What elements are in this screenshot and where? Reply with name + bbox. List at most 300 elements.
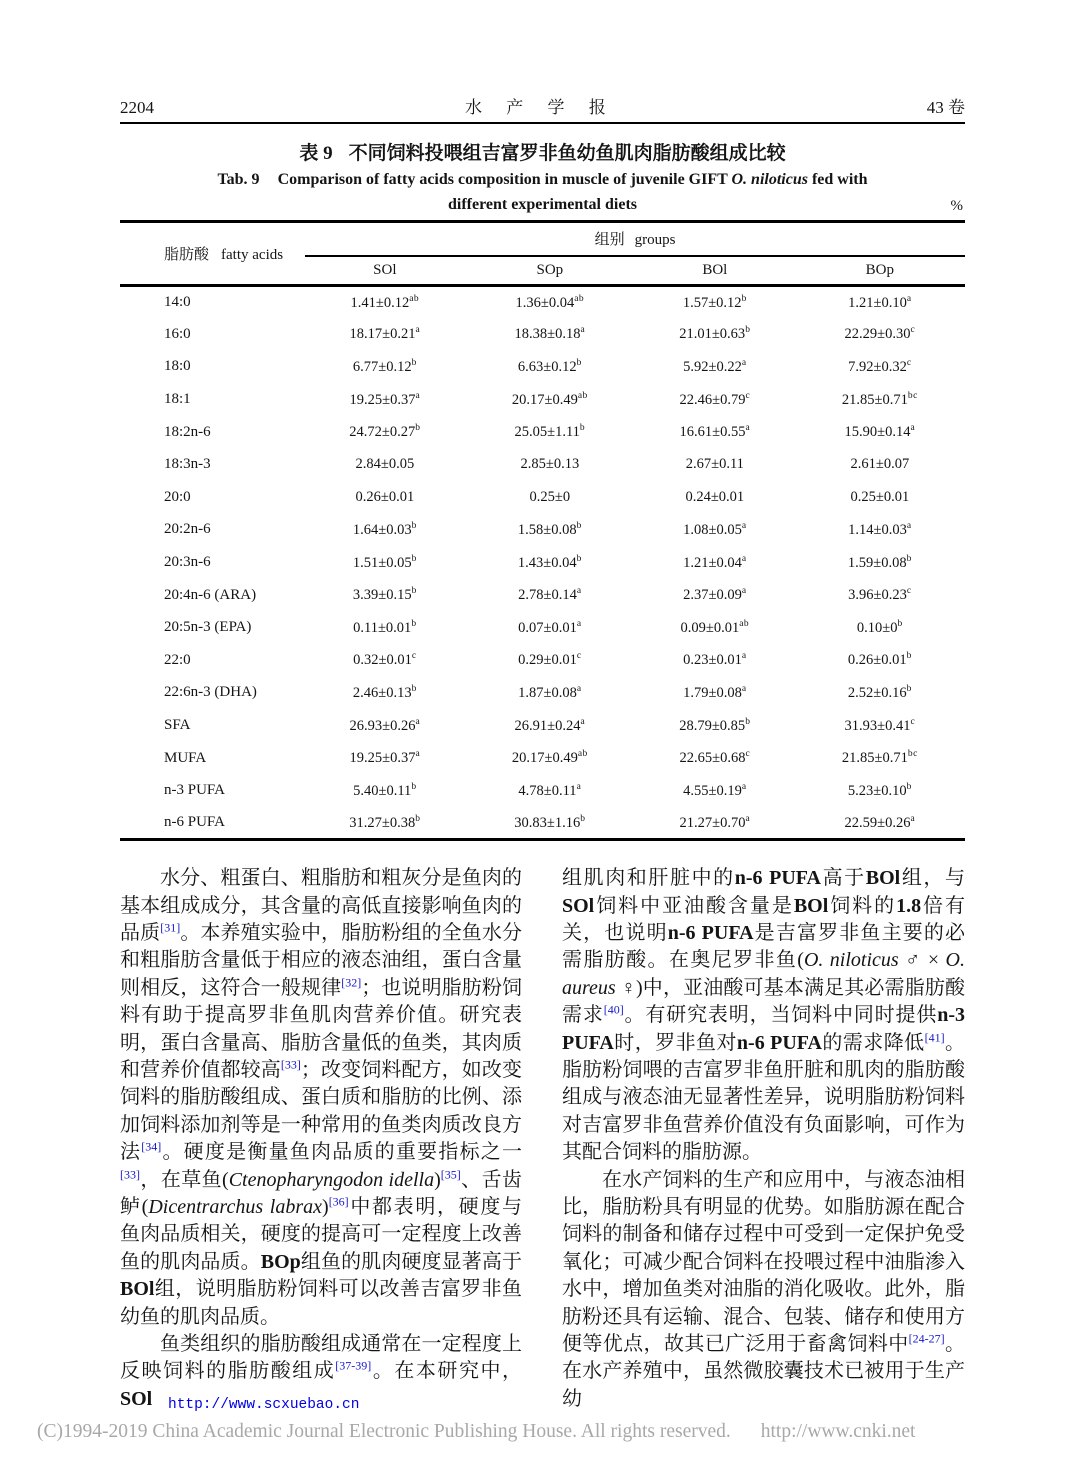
mean-sd-value: 0.11±0.01 [353,619,412,636]
table-row [120,774,965,807]
value-cell [465,318,635,351]
significance-superscript: b [745,325,751,336]
mean-sd-value: 0.25±0.01 [850,488,910,505]
significance-superscript: a [415,325,421,336]
citation-ref: [40] [603,1002,624,1017]
table-row [120,579,965,612]
value-cell [635,286,795,319]
value-cell [465,286,635,319]
significance-superscript: a [741,781,747,792]
fatty-acid-cell: 16:0 [164,325,191,342]
table-row [120,416,965,449]
text-run: 。在水产养殖中，虽然微胶囊技术已被用于生产幼 [562,1333,966,1410]
significance-superscript: a [910,813,916,824]
group-term: n-6 PUFA [667,921,754,944]
fatty-acid-cell: MUFA [164,749,207,766]
cnki-link: http://www.cnki.net [760,1421,916,1442]
mean-sd-value: 4.55±0.19 [683,782,742,799]
group-title-row [120,222,965,256]
significance-superscript: b [576,521,582,532]
significance-superscript: b [411,358,417,369]
value-cell [465,481,635,514]
table-row [120,383,965,416]
significance-superscript: c [411,651,417,662]
value-cell [305,286,465,319]
mean-sd-value: 20.17±0.49 [511,750,578,767]
mean-sd-value: 2.46±0.13 [352,684,412,701]
value-cell [305,383,465,416]
paragraph [562,865,965,1166]
significance-superscript: b [411,618,417,629]
text-run: 的需求降低 [821,1031,925,1054]
value-cell [465,448,635,481]
mean-sd-value: 18.38±0.18 [514,326,581,343]
value-cell [635,416,795,449]
mean-sd-value: 7.92±0.32 [848,358,907,375]
significance-superscript: c [745,749,751,760]
significance-superscript: b [576,553,582,564]
groups-header [305,222,965,256]
fatty-acid-header-en: fatty acids [221,247,284,263]
significance-superscript: b [576,358,582,369]
group-term: BOl [120,1278,155,1301]
value-cell [465,579,635,612]
mean-sd-value: 28.79±0.85 [679,717,746,734]
fatty-acid-cell: n-6 PUFA [164,814,225,831]
species-name: Ctenopharyngodon idella [228,1168,435,1191]
significance-superscript: a [415,390,421,401]
fatty-acid-cell: 18:2n-6 [164,423,211,440]
mean-sd-value: 22.65±0.68 [679,750,746,767]
copyright-text: (C)1994-2019 China Academic Journal Electronic Publishing House. All rights reserved. [37,1421,731,1442]
mean-sd-value: 2.37±0.09 [683,587,742,604]
value-cell [635,448,795,481]
mean-sd-value: 3.96±0.23 [848,587,907,604]
mean-sd-value: 2.85±0.13 [520,456,580,473]
groups-header-zh: 组别 [594,232,625,249]
mean-sd-value: 0.29±0.01 [518,652,577,669]
value-cell [465,611,635,644]
mean-sd-value: 0.25±0 [529,488,571,505]
mean-sd-value: 1.57±0.12 [682,294,742,311]
text-run: 组，与 [900,867,966,890]
text-run: 组肌肉和肝脏中的 [562,867,735,890]
significance-superscript: b [897,618,903,629]
fatty-acid-cell: 20:0 [164,488,191,505]
mean-sd-value: 20.17±0.49 [511,391,578,408]
value-cell [635,774,795,807]
citation-ref: [35] [440,1166,461,1181]
citation-ref: [33] [280,1057,301,1072]
table-caption-en [120,171,965,189]
citation-ref: [31] [160,920,181,935]
text-run: 倍有关，也说明 [562,894,966,944]
table-row [120,514,965,547]
mean-sd-value: 24.72±0.27 [349,424,416,441]
value-cell [795,383,965,416]
mean-sd-value: 18.17±0.21 [349,326,416,343]
fatty-acid-cell: SFA [164,717,191,734]
significance-superscript: b [411,521,417,532]
value-cell [795,677,965,710]
mean-sd-value: 16.61±0.55 [679,424,746,441]
fatty-acid-cell: 20:4n-6 (ARA) [164,586,257,603]
text-run: 组，说明脂肪粉饲料可以改善吉富罗非鱼幼鱼的肌肉品质。 [120,1278,522,1328]
table-caption-en-label: Tab. 9 [217,171,260,188]
page-number: 2204 [120,98,154,117]
mean-sd-value: 1.79±0.08 [683,684,742,701]
value-cell [795,286,965,319]
citation-ref: [24-27] [908,1331,945,1346]
text-run: 饲料中亚油酸含量是 [594,894,794,917]
fatty-acid-cell: 20:5n-3 (EPA) [164,619,252,636]
significance-superscript: a [576,781,582,792]
volume-number: 43 卷 [926,98,965,117]
value-cell [795,481,965,514]
significance-superscript: b [906,553,912,564]
table-caption-zh [120,138,965,165]
value-cell [465,416,635,449]
fatty-acid-cell: 20:2n-6 [164,521,211,538]
significance-superscript: a [745,423,751,434]
significance-superscript: ab [577,749,588,760]
citation-ref: [36] [328,1194,349,1209]
table-caption-en-line2 [120,196,965,214]
citation-ref: [41] [924,1029,945,1044]
value-cell [635,611,795,644]
value-cell [795,611,965,644]
mean-sd-value: 2.52±0.16 [847,684,907,701]
text-run: 是吉富罗非鱼主要的必需脂肪酸。在奥尼罗非鱼( [562,921,966,972]
significance-superscript: c [910,325,916,336]
group-term: 1.8 [896,894,922,917]
mean-sd-value: 19.25±0.37 [349,391,416,408]
significance-superscript: b [415,813,421,824]
value-cell [795,546,965,579]
value-cell [635,383,795,416]
text-run: ；改变饲料配方，如改变饲料的脂肪酸组成、蛋白质和脂肪的比例、添加饲料添加剂等是一种常用的鱼类肉质改良方法 [120,1058,523,1164]
value-cell [795,742,965,775]
fatty-acid-cell: 22:0 [164,651,191,668]
copyright-watermark [37,1421,915,1443]
species-name: O. aureus [562,949,965,999]
mean-sd-value: 25.05±1.11 [514,424,580,441]
mean-sd-value: 1.51±0.05 [352,554,412,571]
mean-sd-value: 0.23±0.01 [683,652,742,669]
fatty-acid-cell: 18:3n-3 [164,456,211,473]
mean-sd-value: 1.08±0.05 [683,521,742,538]
table-row [120,546,965,579]
value-cell [795,416,965,449]
table-row [120,677,965,710]
mean-sd-value: 5.23±0.10 [847,782,907,799]
fatty-acid-column-header [120,222,305,286]
text-run: 在水产饲料的生产和应用中，与液态油相比，脂肪粉具有明显的优势。如脂肪源在配合饲料的制备和储存过程中可受到一定保护免受氧化；可减少配合饲料在投喂过程中油脂渗入水中，增加鱼类对油脂的消化吸收。此外，脂肪粉还具有运输、混合、包装、储存和使用方便等优点，故其已广泛用于畜禽饲料中 [562,1168,965,1355]
mean-sd-value: 5.40±0.11 [353,782,412,799]
citation-ref: [34] [141,1139,162,1154]
mean-sd-value: 2.67±0.11 [685,456,744,473]
group-term: SOl [562,894,595,917]
value-cell [635,677,795,710]
significance-superscript: a [906,293,912,304]
text-run: 中都表明，硬度与鱼肉品质相关，硬度的提高可一定程度上改善鱼的肌肉品质。 [120,1195,522,1273]
significance-superscript: c [906,358,912,369]
mean-sd-value: 0.09±0.01 [680,619,740,636]
value-cell [635,644,795,677]
significance-superscript: b [745,716,751,727]
value-cell [635,481,795,514]
value-cell [795,514,965,547]
significance-superscript: b [906,781,912,792]
text-run: ♂ × [898,949,946,972]
group-term: BOp [260,1250,301,1273]
table-caption-zh-label: 表 9 [299,143,333,164]
journal-title: 水 产 学 报 [465,98,616,117]
significance-superscript: c [745,390,751,401]
group-column-header: SOp [465,256,635,286]
significance-superscript: b [580,813,586,824]
text-run: ) [322,1195,329,1218]
value-cell [635,351,795,384]
text-run: ；也说明脂肪粉饲料有助于提高罗非鱼肌肉营养价值。研究表明，蛋白含量高、脂肪含量低的鱼类，其肉质和营养价值都较高 [120,976,523,1081]
value-cell [465,709,635,742]
value-cell [635,709,795,742]
value-cell [635,579,795,612]
table-row [120,709,965,742]
table-row [120,644,965,677]
mean-sd-value: 1.21±0.04 [683,554,742,571]
significance-superscript: a [576,586,582,597]
citation-ref: [33] [120,1166,140,1181]
text-run: ) [434,1168,441,1191]
body-column-left [120,865,522,1413]
significance-superscript: b [906,651,912,662]
mean-sd-value: 0.32±0.01 [353,652,412,669]
text-run: 高于 [820,867,866,890]
mean-sd-value: 1.59±0.08 [847,554,907,571]
value-cell [465,383,635,416]
unit-label: % [950,198,963,214]
group-term: BOl [793,894,829,917]
table-row [120,807,965,840]
significance-superscript: a [741,586,747,597]
group-column-header: SOl [305,256,465,286]
running-head [120,90,965,124]
body-text [120,865,965,1413]
value-cell [305,709,465,742]
mean-sd-value: 22.59±0.26 [844,814,911,831]
value-cell [635,742,795,775]
mean-sd-value: 21.27±0.70 [679,814,746,831]
significance-superscript: b [741,293,747,304]
mean-sd-value: 21.01±0.63 [679,326,746,343]
significance-superscript: b [579,423,586,434]
significance-superscript: a [910,423,916,434]
group-term: n-6 PUFA [736,1031,822,1054]
paragraph [120,865,522,1331]
value-cell [795,579,965,612]
citation-ref: [32] [341,975,362,990]
significance-superscript: a [741,651,747,662]
significance-superscript: a [906,521,912,532]
table-row [120,611,965,644]
journal-website-link[interactable]: http://www.scxuebao.cn [168,1397,360,1413]
mean-sd-value: 3.39±0.15 [352,587,412,604]
significance-superscript: ab [409,293,420,304]
text-run: 饲料的 [828,894,897,917]
significance-superscript: c [906,586,912,597]
significance-superscript: a [580,325,586,336]
fatty-acid-cell: 18:0 [164,358,191,375]
mean-sd-value: 21.85±0.71 [841,391,908,408]
value-cell [795,807,965,840]
significance-superscript: a [576,618,582,629]
value-cell [305,677,465,710]
significance-superscript: ab [574,293,585,304]
text-run: 。硬度是衡量鱼肉品质的重要指标之一 [161,1141,523,1164]
significance-superscript: a [741,521,747,532]
mean-sd-value: 19.25±0.37 [349,750,416,767]
mean-sd-value: 2.61±0.07 [850,456,910,473]
value-cell [305,742,465,775]
text-run: 组鱼的肌肉硬度显著高于 [300,1250,522,1273]
mean-sd-value: 5.92±0.22 [683,358,742,375]
value-cell [305,774,465,807]
mean-sd-value: 0.10±0 [856,619,898,636]
value-cell [795,318,965,351]
mean-sd-value: 1.87±0.08 [518,684,577,701]
mean-sd-value: 0.26±0.01 [355,488,415,505]
value-cell [795,644,965,677]
table-caption-zh-text: 不同饲料投喂组吉富罗非鱼幼鱼肌肉脂肪酸组成比较 [348,143,786,164]
value-cell [465,807,635,840]
fatty-acid-cell: n-3 PUFA [164,782,225,799]
value-cell [795,709,965,742]
significance-superscript: a [741,684,747,694]
mean-sd-value: 6.63±0.12 [517,358,577,375]
mean-sd-value: 0.24±0.01 [685,488,745,505]
group-term: n-6 PUFA [734,867,821,890]
value-cell [305,514,465,547]
mean-sd-value: 26.93±0.26 [349,717,416,734]
value-cell [465,644,635,677]
text-run: 鱼类组织的脂肪酸组成通常在一定程度上反映饲料的脂肪酸组成 [120,1333,522,1383]
value-cell [635,318,795,351]
value-cell [635,807,795,840]
significance-superscript: b [415,423,421,434]
fatty-acid-cell: 22:6n-3 (DHA) [164,684,257,701]
fatty-acid-table [120,220,965,841]
group-column-header: BOl [635,256,795,286]
value-cell [305,579,465,612]
group-term: BOl [865,867,901,890]
text-run: 。在本研究中， [371,1360,523,1383]
significance-superscript: bc [907,390,918,401]
value-cell [465,774,635,807]
text-run: ，在草鱼( [140,1168,229,1191]
group-term: n-3 PUFA [562,1004,966,1054]
fatty-acid-header-zh: 脂肪酸 [164,247,210,263]
mean-sd-value: 31.93±0.41 [844,717,911,734]
value-cell [305,318,465,351]
significance-superscript: a [415,749,421,760]
mean-sd-value: 15.90±0.14 [844,424,911,441]
significance-superscript: a [580,716,586,727]
mean-sd-value: 2.84±0.05 [355,456,415,473]
fatty-acid-cell: 14:0 [164,294,191,311]
table-caption-en-suffix: fed with [807,171,868,188]
body-column-right [562,865,965,1413]
text-run: ♀)中，亚油酸可基本满足其必需脂肪酸需求 [562,976,965,1027]
value-cell [635,546,795,579]
text-run: 。有研究表明，当饲料中同时提供 [623,1004,938,1027]
mean-sd-value: 1.64±0.03 [352,521,412,538]
text-run: 。本养殖实验中，脂肪粉组的全鱼水分和粗脂肪含量低于相应的液态油组，蛋白含量则相反，这符合一般规律 [120,921,523,999]
species-name: O. niloticus [803,949,899,972]
value-cell [305,351,465,384]
fatty-acid-cell: 20:3n-6 [164,554,211,571]
citation-ref: [37-39] [335,1358,372,1373]
significance-superscript: b [411,553,417,564]
significance-superscript: b [411,684,417,694]
group-column-header: BOp [795,256,965,286]
table-row [120,351,965,384]
value-cell [305,416,465,449]
significance-superscript: ab [577,390,588,401]
significance-superscript: ab [739,618,750,629]
table-row [120,448,965,481]
value-cell [465,742,635,775]
value-cell [465,514,635,547]
mean-sd-value: 6.77±0.12 [352,358,412,375]
significance-superscript: bc [907,749,918,760]
value-cell [305,644,465,677]
species-name: O. niloticus [731,171,808,188]
value-cell [465,546,635,579]
significance-superscript: c [576,651,582,662]
mean-sd-value: 22.46±0.79 [679,391,746,408]
groups-header-en: groups [634,232,676,249]
species-name: Dicentrarchus labrax [148,1195,323,1218]
group-term: SOl [120,1387,153,1410]
significance-superscript: b [411,586,417,597]
paragraph [562,1167,965,1414]
value-cell [635,514,795,547]
mean-sd-value: 22.29±0.30 [844,326,911,343]
mean-sd-value: 26.91±0.24 [514,717,581,734]
table-caption-en-text: Comparison of fatty acids composition in muscle of juvenile GIFT [277,171,732,188]
mean-sd-value: 1.41±0.12 [350,294,410,311]
mean-sd-value: 0.07±0.01 [518,619,577,636]
table-row [120,286,965,319]
table-caption-en-line2-text: different experimental diets [448,196,637,213]
mean-sd-value: 30.83±1.16 [514,814,581,831]
significance-superscript: b [906,684,912,694]
mean-sd-value: 1.36±0.04 [515,294,575,311]
mean-sd-value: 31.27±0.38 [349,814,416,831]
text-run: 、舌齿鲈( [120,1168,522,1218]
value-cell [305,611,465,644]
value-cell [305,481,465,514]
significance-superscript: a [415,716,421,727]
mean-sd-value: 1.14±0.03 [848,521,907,538]
mean-sd-value: 1.21±0.10 [848,294,907,311]
significance-superscript: c [910,716,916,727]
value-cell [795,448,965,481]
text-run: 。脂肪粉饲喂的吉富罗非鱼肝脏和肌肉的脂肪酸组成与液态油无显著性差异，说明脂肪粉饲料对吉富罗非鱼营养价值没有负面影响，可作为其配合饲料的脂肪源。 [562,1031,966,1164]
significance-superscript: b [411,781,417,792]
text-run: 水分、粗蛋白、粗脂肪和粗灰分是鱼肉的基本组成成分，其含量的高低直接影响鱼肉的品质 [120,867,522,944]
